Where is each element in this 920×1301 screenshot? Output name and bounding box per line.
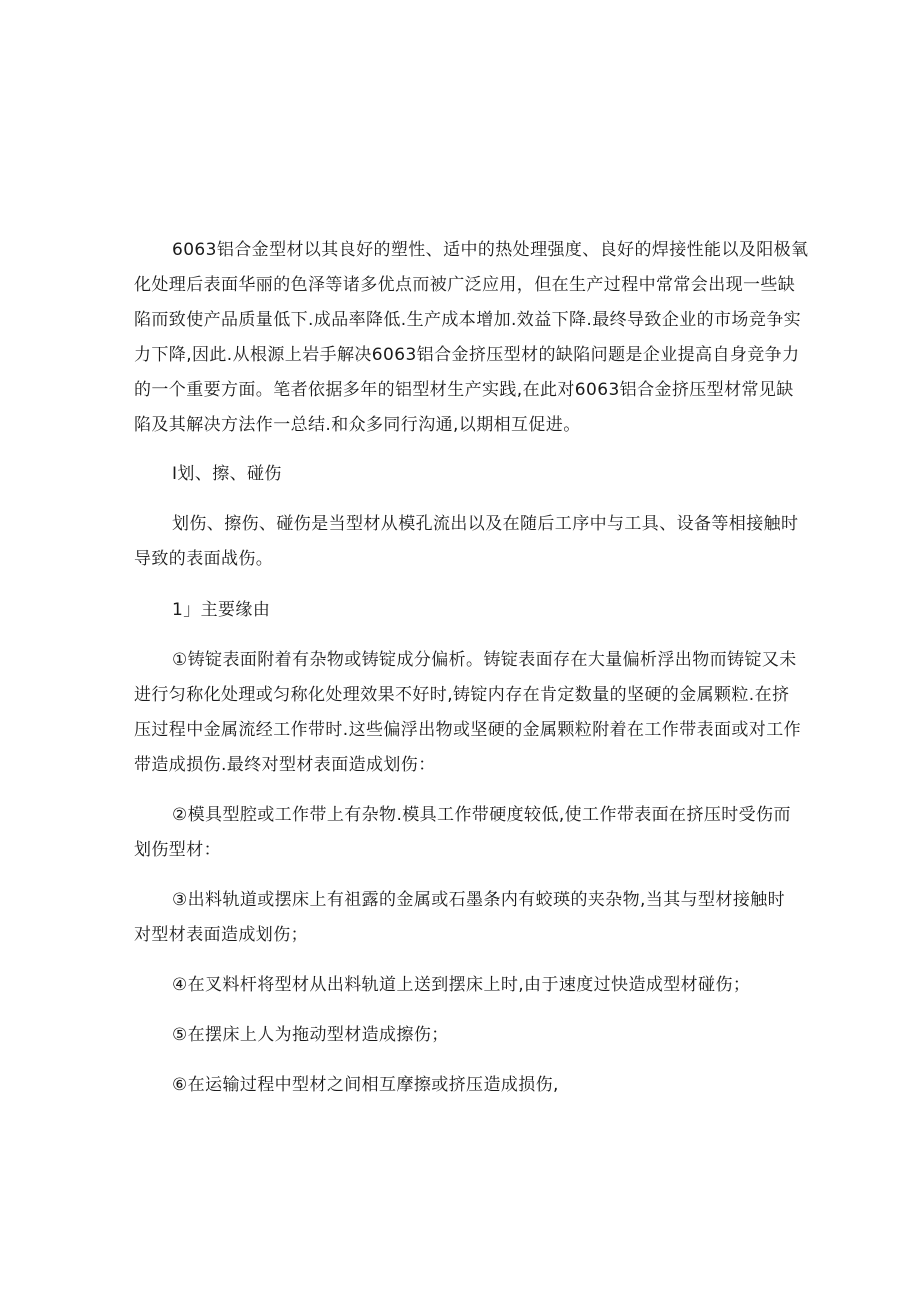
cause-3-line: ③出料轨道或摆床上有祖露的金属或石墨条内有蛟瑛的夹杂物,当其与型材接触时 xyxy=(172,890,786,910)
cause-1-line: 压过程中金属流经工作带时.这些偏浮出物或坚硬的金属颗粒附着在工作带表面或对工作 xyxy=(134,720,802,740)
intro-line: 力下降,因此.从根源上岩手解决6063铝合金挤压型材的缺陷问题是企业提高自身竞争力 xyxy=(134,345,800,365)
section-heading: I划、擦、碰伤 xyxy=(172,464,282,484)
cause-2-line: 划伤型材： xyxy=(134,840,221,860)
cause-4-line: ④在叉料杆将型材从出料轨道上送到摆床上时,由于速度过快造成型材碰伤； xyxy=(172,975,751,995)
intro-line: 6063铝合金型材以其良好的塑性、适中的热处理强度、良好的焊接性能以及阳极氧 xyxy=(172,240,809,260)
intro-line: 陷及其解决方法作一总结.和众多同行沟通,以期相互促进。 xyxy=(134,415,581,435)
cause-6-line: ⑥在运输过程中型材之间相互摩擦或挤压造成损伤, xyxy=(172,1075,559,1095)
intro-line: 的一个重要方面。笔者依据多年的铝型材生产实践,在此对6063铝合金挤压型材常见缺 xyxy=(134,380,794,400)
intro-line: 陷而致使产品质量低下.成品率降低.生产成本增加.效益下降.最终导致企业的市场竞争实 xyxy=(134,310,802,330)
subheading: 1」主要缘由 xyxy=(172,600,271,620)
cause-1-line: 带造成损伤.最终对型材表面造成划伤： xyxy=(134,755,436,775)
cause-1-line: ①铸锭表面附着有杂物或铸锭成分偏析。铸锭表面存在大量偏析浮出物而铸锭又未 xyxy=(172,650,797,670)
cause-5-line: ⑤在摆床上人为拖动型材造成擦伤； xyxy=(172,1025,449,1045)
definition-line: 导致的表面战伤。 xyxy=(134,549,274,569)
intro-line: 化处理后表面华丽的色泽等诸多优点而被广泛应用，但在生产过程中常常会出现一些缺 xyxy=(134,275,796,295)
cause-3-line: 对型材表面造成划伤； xyxy=(134,925,308,945)
cause-2-line: ②模具型腔或工作带上有杂物.模具工作带硬度较低,使工作带表面在挤压时受伤而 xyxy=(172,805,791,825)
cause-1-line: 进行匀称化处理或匀称化处理效果不好时,铸锭内存在肯定数量的坚硬的金属颗粒.在挤 xyxy=(134,685,790,705)
definition-line: 划伤、擦伤、碰伤是当型材从模孔流出以及在随后工序中与工具、设备等相接触时 xyxy=(172,514,799,534)
